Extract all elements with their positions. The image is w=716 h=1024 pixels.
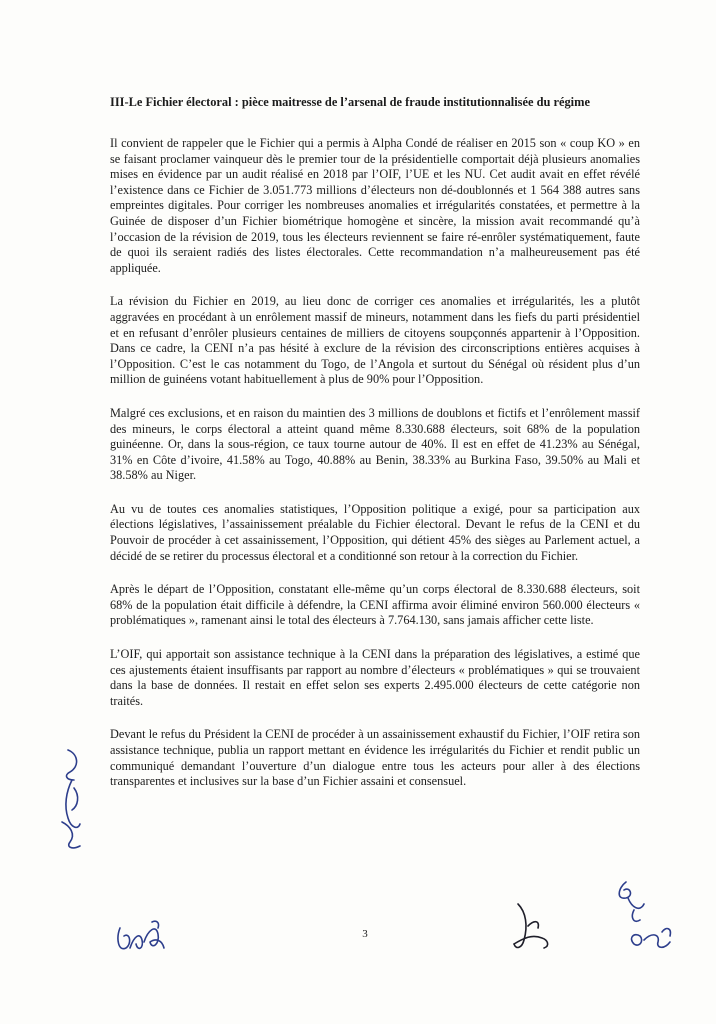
bottom-left-signature bbox=[112, 918, 172, 962]
paragraph-2: La révision du Fichier en 2019, au lieu donc de corriger ces anomalies et irrégularités, les a plutôt aggravées en procédant à un enrôlement massif de mineurs, notamment dans les fiefs du parti présidentiel et en refusant d’enrôler plusieurs centaines de milliers de citoyens soupçonnés appartenir à l’Opposition. Dans ce cadre, la CENI n’a pas hésité à exclure de la révision des circonscriptions entières acquises à l’Opposition. C’est le cas notamment du Togo, de l’Angola et surtout du Sénégal où résident plus d’un million de guinéens votant habituellement à plus de 90% pour l’Opposition. bbox=[110, 294, 640, 387]
margin-initials-signature bbox=[54, 744, 94, 854]
document-body bbox=[110, 94, 640, 808]
center-signature bbox=[498, 898, 558, 958]
paragraph-4: Au vu de toutes ces anomalies statistiques, l’Opposition politique a exigé, pour sa participation aux élections législatives, l’assainissement préalable du Fichier électoral. Devant le refus de la CENI et du Pouvoir de procéder à cet assainissement, l’Opposition, qui détient 45% des sièges au Parlement actuel, a décidé de se retirer du processus électoral et a conditionné son retour à la correction du Fichier. bbox=[110, 501, 640, 563]
paragraph-6: L’OIF, qui apportait son assistance technique à la CENI dans la préparation des législatives, a estimé que ces ajustements étaient insuffisants par rapport au nombre d’électeurs « problématiques » qui se trouvaient dans la base de données. Il restait en effet selon ses experts 2.495.000 électeurs de cette catégorie non traités. bbox=[110, 647, 640, 708]
section-heading: III-Le Fichier électoral : pièce maitresse de l’arsenal de fraude institutionnalisée du régime bbox=[110, 95, 590, 109]
paragraph-1: Il convient de rappeler que le Fichier qui a permis à Alpha Condé de réaliser en 2015 son « coup KO » en se faisant proclamer vainqueur dès le premier tour de la présidentielle comportait déjà plusieurs anomalies mises en évidence par un audit réalisé en 2018 par l’OIF, l’UE et les NU. Cet audit avait en effet révélé l’existence dans ce Fichier de 3.051.773 millions d’électeurs non dé-doublonnés et 1 564 388 autres sans empreintes digitales. Pour corriger les nombreuses anomalies et irrégularités constatées, et permettre à la Guinée de disposer d’un Fichier biométrique homogène et sincère, la mission avait recommandé qu’à l’occasion de la révision de 2019, tous les électeurs reviennent se faire ré-enrôler systématiquement, faute de quoi ils seraient radiés des listes électorales. Cette recommandation n’a malheureusement pas été appliquée. bbox=[110, 136, 640, 275]
paragraph-5: Après le départ de l’Opposition, constatant elle-même qu’un corps électoral de 8.330.688 électeurs, soit 68% de la population était difficile à défendre, la CENI affirma avoir éliminé environ 560.000 électeurs « problématiques », ramenant ainsi le total des électeurs à 7.764.130, sans jamais afficher cette liste. bbox=[110, 582, 640, 628]
page-number: 3 bbox=[362, 928, 368, 940]
paragraph-7: Devant le refus du Président la CENI de procéder à un assainissement exhaustif du Fichier, l’OIF retira son assistance technique, publia un rapport mettant en évidence les irrégularités du Fichier et rendit public un communiqué demandant l’ouverture d’un dialogue entre tous les acteurs pour aller à des élections transparentes et inclusives sur la base d’un Fichier assaini et consensuel. bbox=[110, 727, 640, 789]
paragraph-3: Malgré ces exclusions, et en raison du maintien des 3 millions de doublons et fictifs et l’enrôlement massif des mineurs, le corps électoral a atteint quand même 8.330.688 électeurs, soit 68% de la population guinéenne. Or, dans la sous-région, ce taux tourne autour de 40%. Il est en effet de 41.23% au Sénégal, 31% en Côte d’ivoire, 41.58% au Togo, 40.88% au Benin, 38.33% au Burkina Faso, 39.50% au Mali et 38.58% au Niger. bbox=[110, 405, 640, 483]
right-signature bbox=[604, 876, 688, 966]
